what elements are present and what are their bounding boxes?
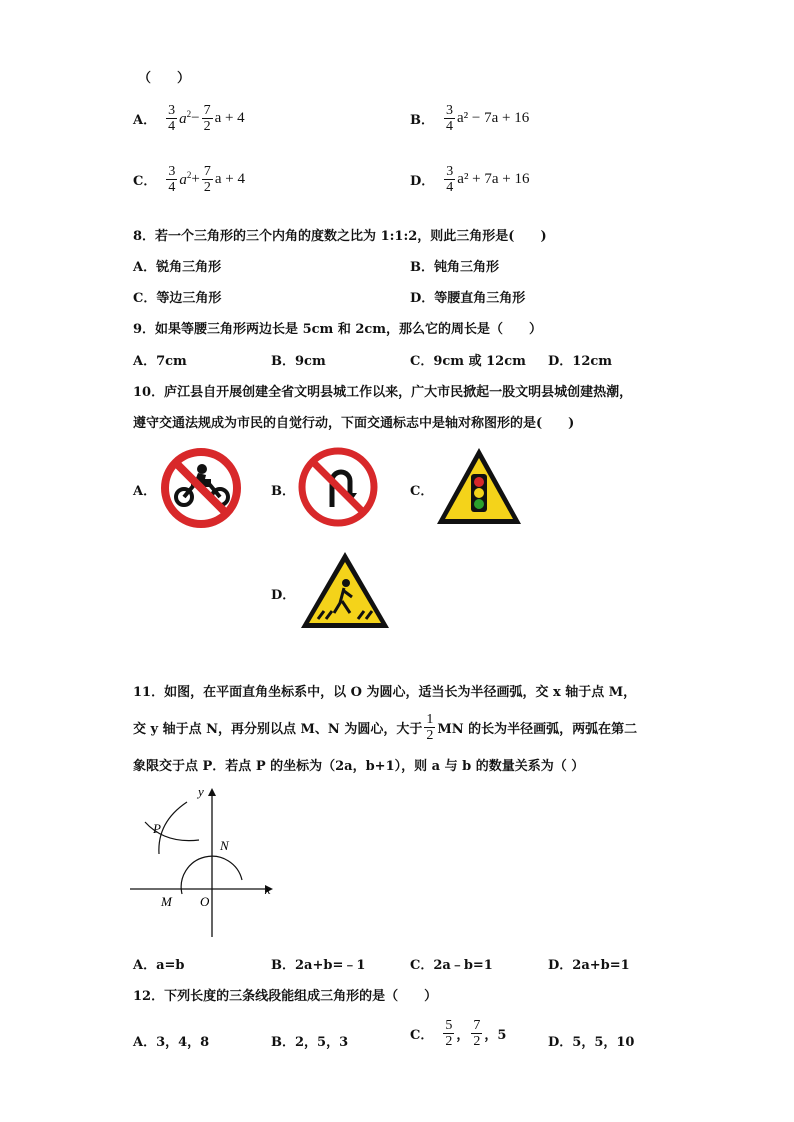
q9-option-d[interactable]: D．12cm	[548, 354, 613, 369]
q9-stem: 9．如果等腰三角形两边长是 5cm 和 2cm，那么它的周长是（ ）	[133, 322, 543, 337]
traffic-light-warning-sign-icon[interactable]	[433, 444, 525, 528]
q10-option-a-label[interactable]: A．	[133, 484, 157, 499]
q12-option-a[interactable]: A．3，4，8	[133, 1035, 210, 1050]
q10-option-c-label[interactable]: C．	[410, 484, 434, 499]
q9-option-c[interactable]: C．9cm 或 12cm	[410, 354, 526, 369]
q8-option-c[interactable]: C．等边三角形	[133, 291, 222, 306]
point-p-label: P	[153, 821, 161, 836]
q11-option-b[interactable]: B．2a+b=﹣1	[271, 958, 366, 973]
q11-stem-line2: 交 y 轴于点 N，再分别以点 M、N 为圆心，大于 $\frac{1}{2}$ MN 的长为半径画弧，两弧在第二	[133, 712, 638, 743]
q11-stem-line1: 11．如图，在平面直角坐标系中，以 O 为圆心，适当长为半径画弧，交 x 轴于点 M，	[133, 685, 637, 700]
q10-stem-line2: 遵守交通法规成为市民的自觉行动，下面交通标志中是轴对称图形的是( )	[133, 416, 575, 431]
q7-option-b[interactable]: B． $\frac{3}{4}$ a² − 7a + 16	[410, 103, 530, 134]
q12-stem: 12．下列长度的三条线段能组成三角形的是（ ）	[133, 989, 438, 1004]
origin-label: O	[200, 894, 210, 909]
x-axis-label: x	[265, 882, 271, 897]
point-n-label: N	[220, 838, 229, 853]
q10-stem-line1: 10．庐江县自开展创建全省文明县城工作以来，广大市民掀起一股文明县城创建热潮，	[133, 385, 633, 400]
q12-option-b[interactable]: B．2，5，3	[271, 1035, 349, 1050]
q12-option-c[interactable]: C． $\frac{5}{2}$ ， $\frac{7}{2}$ ，5	[410, 1018, 507, 1049]
q7-option-c[interactable]: C． $\frac{3}{4}$ $a^2$ + $\frac{7}{2}$ a + 4	[133, 164, 245, 195]
q11-option-c[interactable]: C．2a﹣b=1	[410, 958, 493, 973]
q10-option-d-label[interactable]: D．	[271, 588, 296, 603]
q8-option-d[interactable]: D．等腰直角三角形	[410, 291, 526, 306]
pedestrian-crossing-sign-icon[interactable]	[298, 549, 392, 631]
q11-stem-line3: 象限交于点 P．若点 P 的坐标为（2a，b+1），则 a 与 b 的数量关系为（ ）	[133, 759, 585, 774]
coordinate-construction-figure	[125, 782, 285, 942]
q8-option-b[interactable]: B．钝角三角形	[410, 260, 499, 275]
q8-stem: 8．若一个三角形的三个内角的度数之比为 1:1:2，则此三角形是( )	[133, 229, 547, 244]
q9-option-b[interactable]: B．9cm	[271, 354, 326, 369]
q11-option-a[interactable]: A．a=b	[133, 958, 185, 973]
no-u-turn-sign-icon[interactable]	[296, 445, 380, 529]
q10-option-b-label[interactable]: B．	[271, 484, 295, 499]
q9-option-a[interactable]: A．7cm	[133, 354, 187, 369]
q11-option-d[interactable]: D．2a+b=1	[548, 958, 630, 973]
point-m-label: M	[161, 894, 172, 909]
y-axis-label: y	[198, 784, 204, 799]
no-motorcycle-sign-icon[interactable]	[158, 445, 244, 531]
q7-paren: （ ）	[138, 71, 191, 86]
q12-option-d[interactable]: D．5，5，10	[548, 1035, 635, 1050]
q7-option-a[interactable]: A． $\frac{3}{4}$ $a^2$ − $\frac{7}{2}$ a + 4	[133, 103, 245, 134]
q7-option-d[interactable]: D． $\frac{3}{4}$ a² + 7a + 16	[410, 164, 530, 195]
q8-option-a[interactable]: A．锐角三角形	[133, 260, 222, 275]
